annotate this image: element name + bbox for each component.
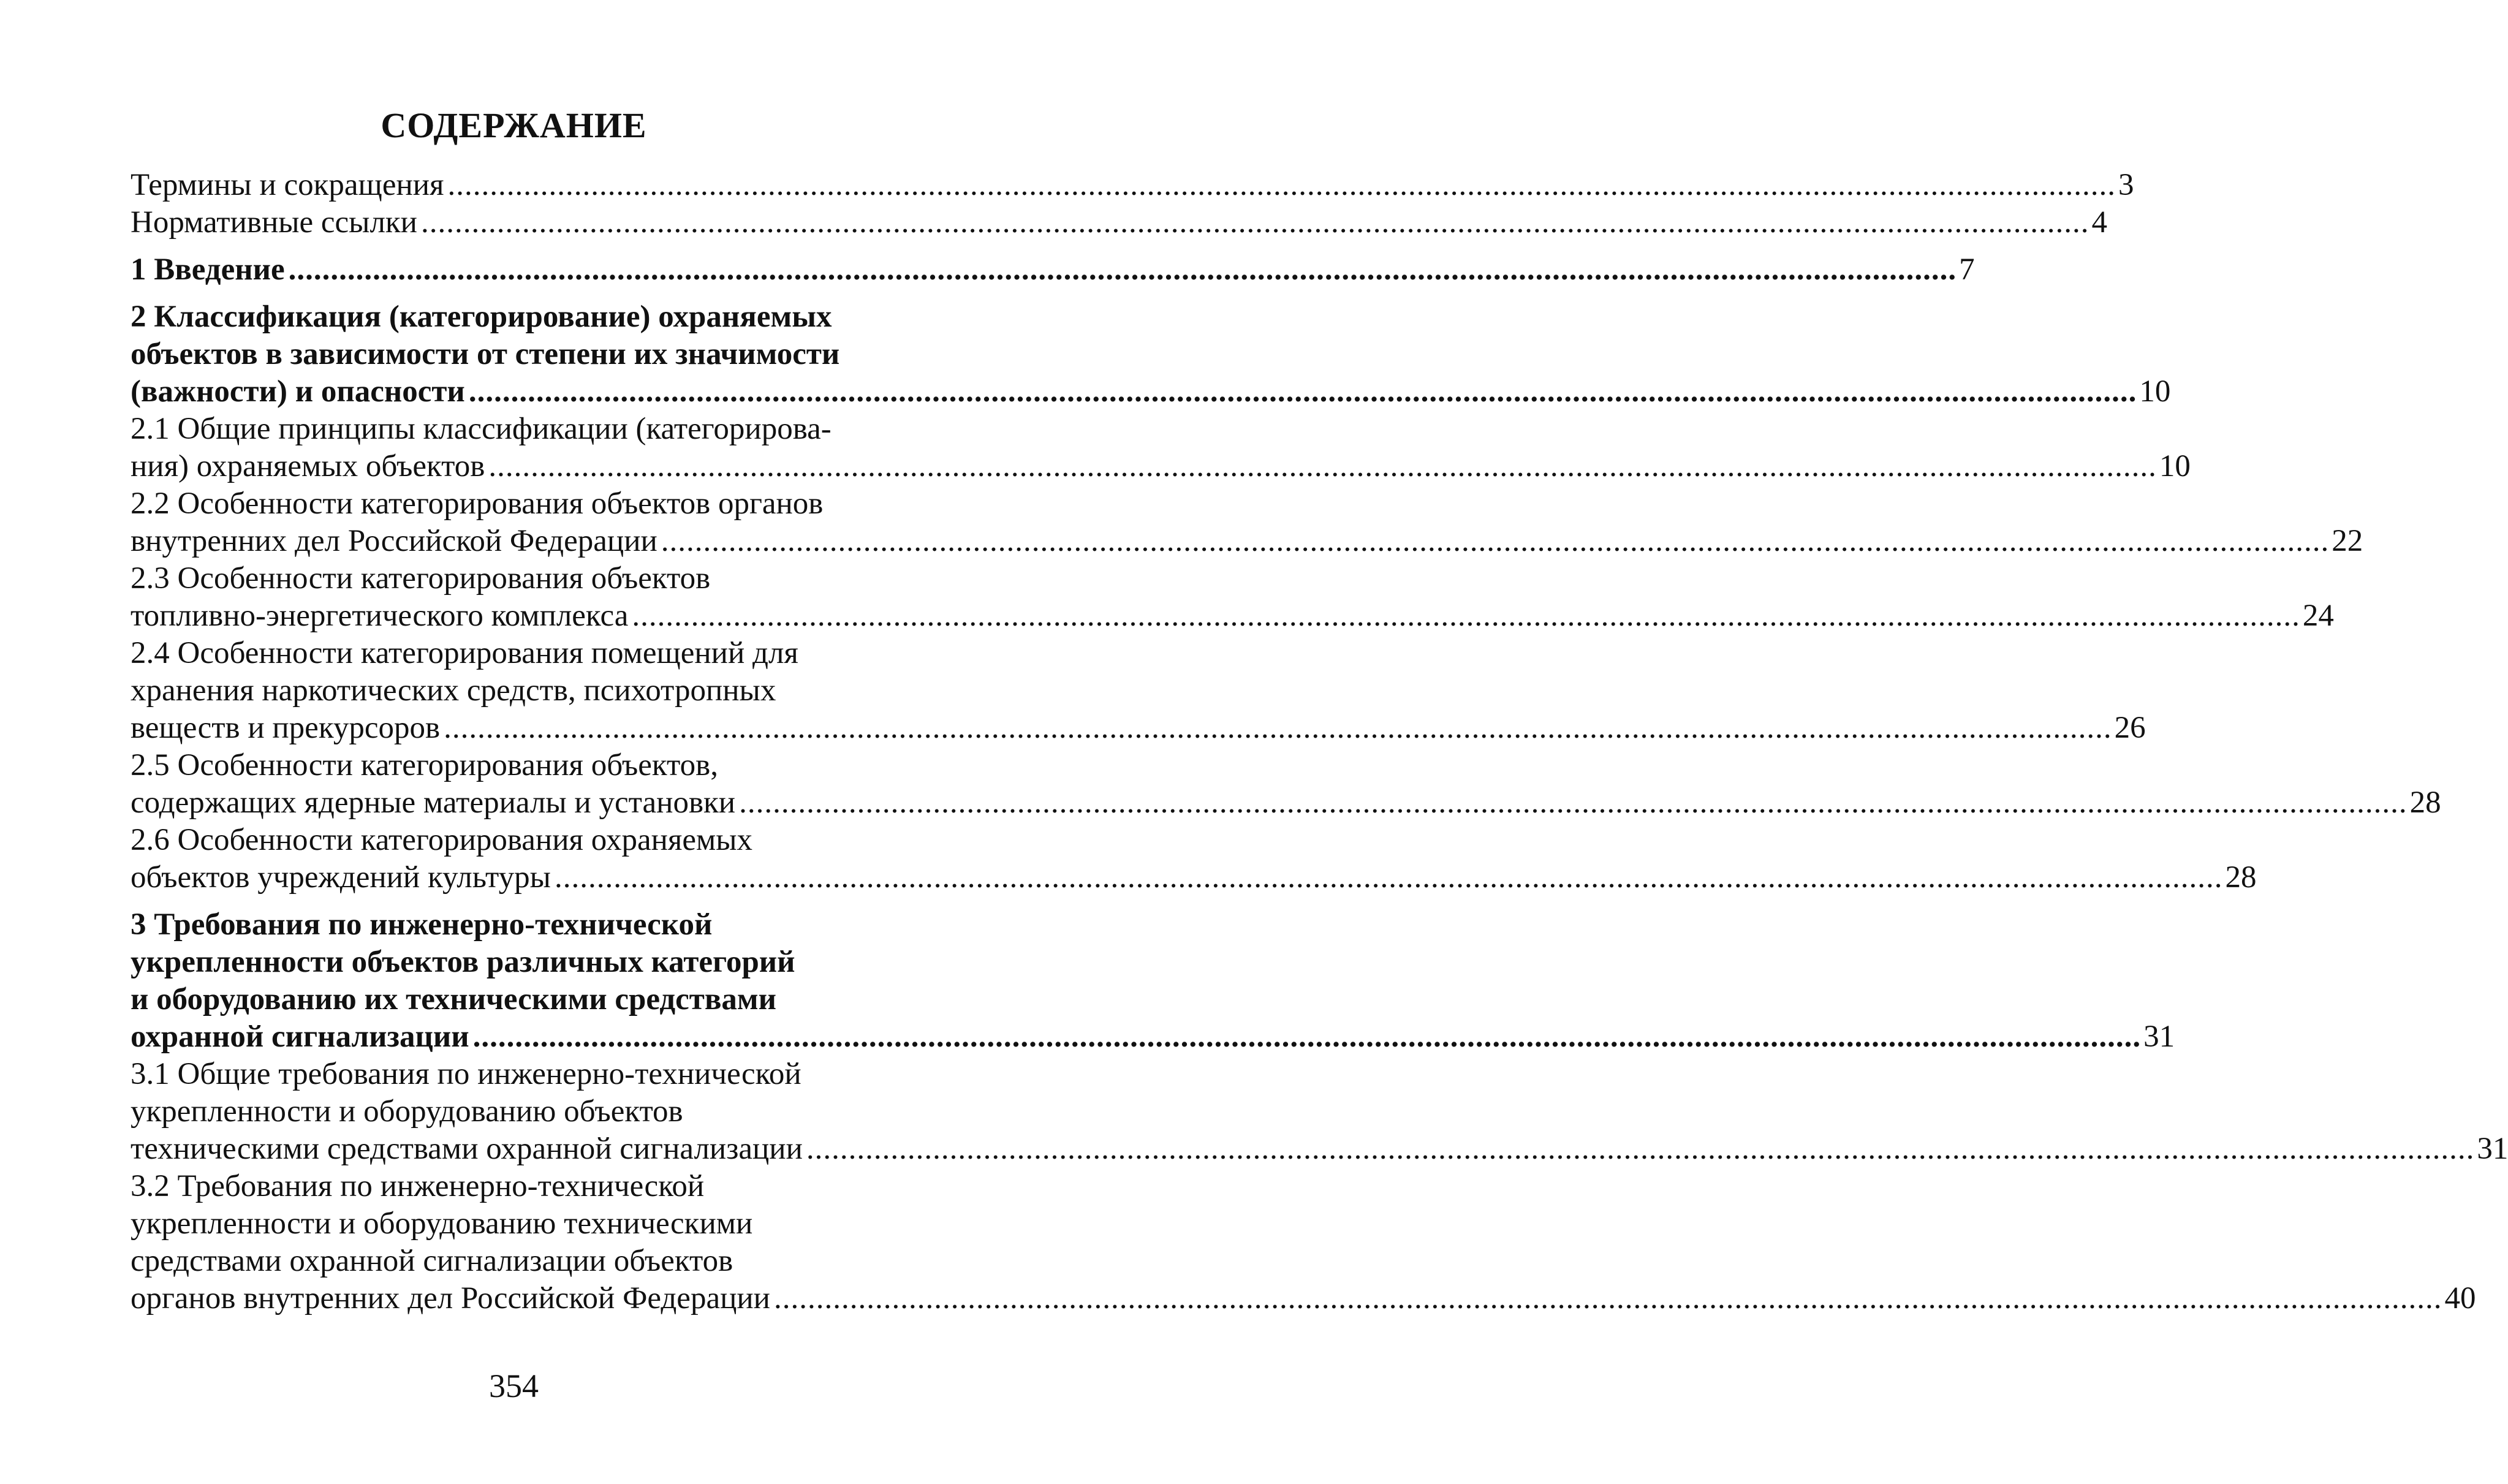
- toc-entry-title-line: объектов в зависимости от степени их значимости: [131, 337, 840, 371]
- toc-page-number: 40: [2444, 1281, 2476, 1316]
- toc-entry-title-line: 2.3 Особенности категорирования объектов: [131, 561, 711, 596]
- toc-entry-title-line: хранения наркотических средств, психотропных: [131, 673, 776, 708]
- dot-leader: ......................................................................................................................................................................................................: [773, 1281, 2442, 1316]
- toc-entry-section-3-1[interactable]: [131, 1056, 2508, 1168]
- toc-entry-title-line: средствами охранной сигнализации объектов: [131, 1244, 733, 1278]
- toc-entry-last-line: [131, 1130, 2508, 1168]
- dot-leader: ......................................................................................................................................................................................................: [488, 449, 2157, 483]
- dot-leader: ......................................................................................................................................................................................................: [420, 205, 2089, 240]
- toc-entry-title-line: 2.6 Особенности категорирования охраняемых: [131, 823, 753, 857]
- dot-leader: ......................................................................................................................................................................................................: [447, 168, 2116, 202]
- toc-entry-title-line: 3 Требования по инженерно-технической: [131, 907, 713, 942]
- dot-leader: ......................................................................................................................................................................................................: [468, 374, 2137, 409]
- toc-entry-title-line: 2.1 Общие принципы классификации (категорирова-: [131, 412, 832, 446]
- toc-entry-title: объектов учреждений культуры: [131, 860, 551, 895]
- toc-entry-last-line: [131, 251, 1975, 289]
- toc-page-number: 24: [2302, 599, 2334, 633]
- toc-entry-title: техническими средствами охранной сигнализации: [131, 1132, 803, 1166]
- toc-page-number: 4: [2091, 205, 2107, 240]
- toc-page-number: 31: [2143, 1020, 2175, 1054]
- toc-entry-title: ния) охраняемых объектов: [131, 449, 485, 483]
- toc-page-number: 3: [2118, 168, 2134, 202]
- toc-entry-last-line: [131, 784, 2441, 822]
- toc-entry-last-line: [131, 523, 2363, 560]
- toc-entry-last-line: [131, 710, 2146, 747]
- toc-entry-title: Термины и сокращения: [131, 168, 444, 202]
- toc-page-number: 26: [2114, 711, 2146, 745]
- dot-leader: ......................................................................................................................................................................................................: [806, 1132, 2475, 1166]
- toc-entry-title-line: укрепленности и оборудованию техническими: [131, 1206, 753, 1241]
- toc-entry-title-line: 2.2 Особенности категорирования объектов органов: [131, 486, 824, 521]
- dot-leader: ......................................................................................................................................................................................................: [554, 860, 2223, 895]
- toc-entry-title: веществ и прекурсоров: [131, 711, 441, 745]
- dot-leader: ......................................................................................................................................................................................................: [739, 786, 2408, 820]
- toc-entry-last-line: [131, 448, 2191, 485]
- page-number: 354: [489, 1368, 539, 1404]
- toc-entry-title: органов внутренних дел Российской Федерации: [131, 1281, 770, 1316]
- toc-page-number: 10: [2139, 374, 2171, 409]
- toc-entry-section-2-5[interactable]: [131, 747, 2441, 822]
- toc-entry-section-2-6[interactable]: [131, 822, 2257, 896]
- toc-entry-normative-references[interactable]: [131, 204, 2107, 241]
- toc-page-number: 31: [2477, 1132, 2508, 1166]
- toc-page-number: 10: [2159, 449, 2191, 483]
- toc-entry-title-line: укрепленности объектов различных категорий: [131, 945, 795, 979]
- toc-page-number: 7: [1959, 252, 1975, 287]
- dot-leader: ......................................................................................................................................................................................................: [632, 599, 2300, 633]
- toc-entry-title: (важности) и опасности: [131, 374, 465, 409]
- toc-entry-title: Нормативные ссылки: [131, 205, 417, 240]
- dot-leader: ......................................................................................................................................................................................................: [288, 252, 1957, 287]
- toc-entry-section-2-3[interactable]: [131, 560, 2334, 635]
- toc-page-number: 22: [2332, 524, 2363, 558]
- page-title: СОДЕРЖАНИЕ: [381, 105, 647, 145]
- toc-entry-title: охранной сигнализации: [131, 1020, 469, 1054]
- dot-leader: ......................................................................................................................................................................................................: [472, 1020, 2142, 1054]
- toc-entry-title-line: 3.2 Требования по инженерно-технической: [131, 1169, 705, 1203]
- toc-entry-last-line: [131, 1018, 2175, 1056]
- dot-leader: ......................................................................................................................................................................................................: [444, 711, 2112, 745]
- table-of-contents: [131, 167, 2508, 1317]
- toc-entry-title-line: 2.4 Особенности категорирования помещений для: [131, 636, 798, 670]
- toc-entry-title-line: 3.1 Общие требования по инженерно-технической: [131, 1057, 801, 1091]
- toc-page-number: 28: [2225, 860, 2257, 895]
- toc-entry-last-line: [131, 167, 2134, 204]
- toc-entry-section-3-2[interactable]: [131, 1168, 2476, 1317]
- toc-entry-title-line: 2 Классификация (категорирование) охраняемых: [131, 300, 832, 334]
- toc-entry-terms[interactable]: [131, 167, 2134, 204]
- toc-entry-section-2[interactable]: [131, 298, 2171, 411]
- toc-entry-last-line: [131, 373, 2171, 411]
- toc-entry-title-line: 2.5 Особенности категорирования объектов,: [131, 748, 718, 782]
- toc-entry-title: внутренних дел Российской Федерации: [131, 524, 657, 558]
- toc-page-number: 28: [2409, 786, 2441, 820]
- toc-entry-last-line: [131, 859, 2257, 896]
- toc-entry-section-1[interactable]: [131, 251, 1975, 289]
- dot-leader: ......................................................................................................................................................................................................: [661, 524, 2330, 558]
- toc-entry-title: 1 Введение: [131, 252, 285, 287]
- toc-entry-section-2-4[interactable]: [131, 635, 2146, 747]
- toc-entry-title-line: укрепленности и оборудованию объектов: [131, 1094, 683, 1129]
- toc-entry-title: топливно-энергетического комплекса: [131, 599, 629, 633]
- toc-entry-section-2-1[interactable]: [131, 411, 2191, 485]
- toc-entry-last-line: [131, 204, 2107, 241]
- toc-entry-section-3[interactable]: [131, 906, 2175, 1056]
- toc-entry-last-line: [131, 1280, 2476, 1317]
- toc-entry-title: содержащих ядерные материалы и установки: [131, 786, 736, 820]
- toc-entry-last-line: [131, 597, 2334, 635]
- toc-entry-title-line: и оборудованию их техническими средствами: [131, 982, 776, 1016]
- toc-entry-section-2-2[interactable]: [131, 485, 2363, 560]
